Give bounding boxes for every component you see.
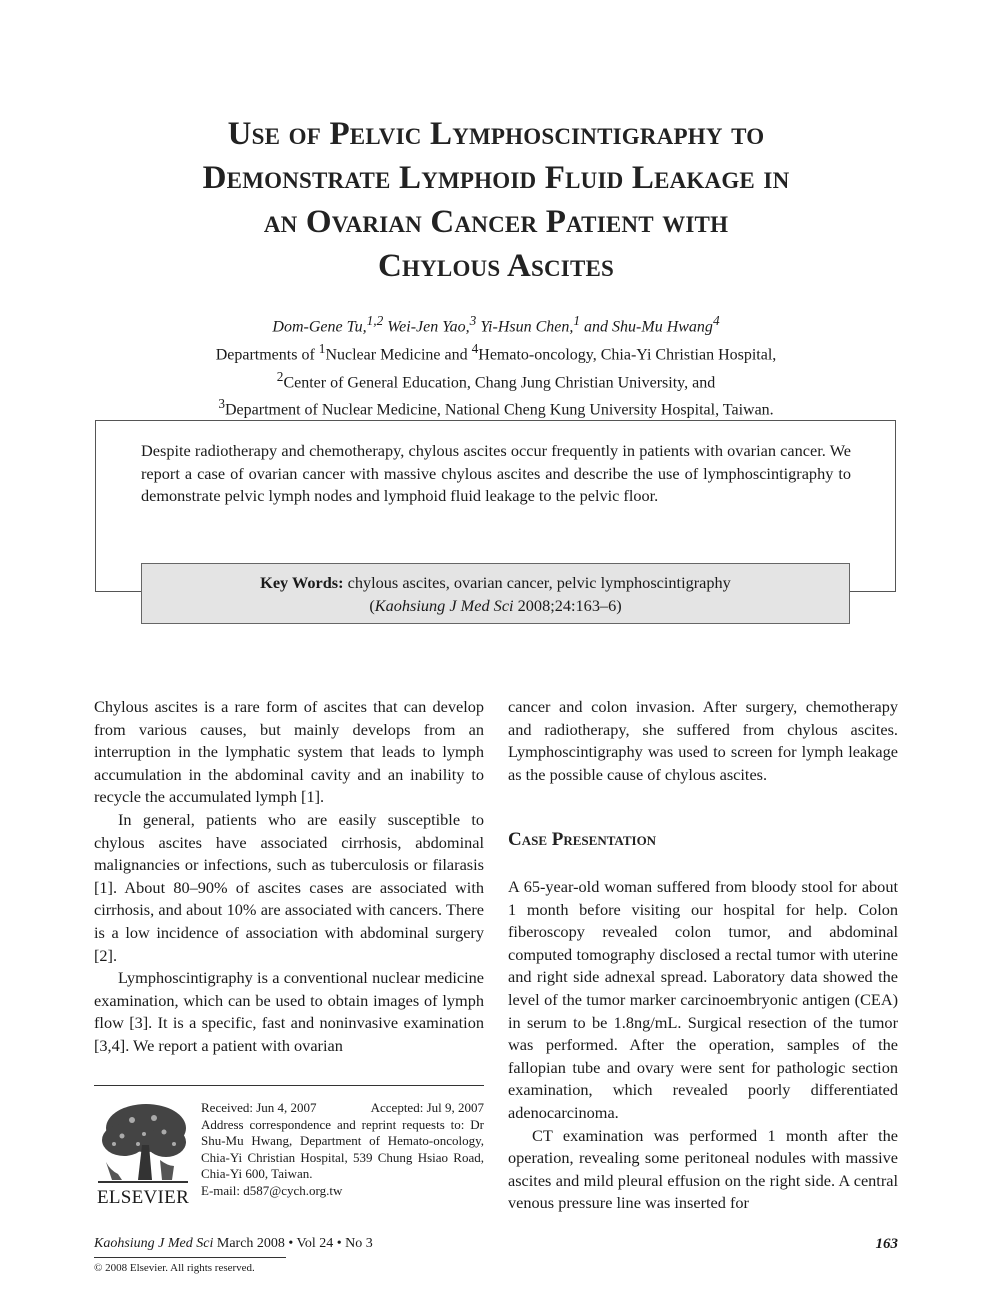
copyright-notice: © 2008 Elsevier. All rights reserved. — [94, 1262, 255, 1274]
paragraph: Lymphoscintigraphy is a conventional nuclear medicine examination, which can be used to obtain images of lymph flow [3]. It is a specific, fast and noninvasive examination [3,4]. We report a patient with ovarian — [94, 968, 484, 1055]
title-line: Chylous Ascites — [377, 248, 615, 284]
body-column-right — [508, 876, 898, 1215]
email-link[interactable]: E-mail: d587@cych.org.tw — [201, 1182, 343, 1198]
elsevier-wordmark: ELSEVIER — [96, 1187, 190, 1208]
keywords-text: chylous ascites, ovarian cancer, pelvic lymphoscintigraphy — [343, 573, 731, 592]
copyright-divider — [94, 1257, 286, 1258]
title-line: Demonstrate Lymphoid Fluid Leakage in — [202, 160, 790, 196]
title-line: Use of Pelvic Lymphoscintigraphy to — [227, 116, 765, 152]
accepted-date: Accepted: Jul 9, 2007 — [370, 1100, 484, 1115]
section-heading: Case Presentation — [508, 829, 657, 850]
citation-line: (Kaohsiung J Med Sci 2008;24:163–6) — [369, 595, 622, 615]
author-block — [100, 310, 892, 421]
article-title — [100, 112, 892, 288]
keywords-line — [142, 572, 849, 595]
body-column-left — [94, 696, 484, 1058]
article-notes — [201, 1100, 484, 1200]
dates-row — [201, 1100, 484, 1117]
received-date: Received: Jun 4, 2007 — [201, 1100, 317, 1115]
journal-issue: Kaohsiung J Med Sci March 2008 • Vol 24 • No 3 — [94, 1236, 373, 1251]
paragraph: A 65-year-old woman suffered from bloody stool for about 1 month before visiting our hospital for help. Colon fiberoscopy revealed colon tumor, and abdominal computed tomography disclosed a rectal tumor with uterine and right side adnexal spread. Laboratory data showed the level of the tumor marker carcinoembryonic antigen (CEA) in serum to be 1.8ng/mL. Surgical resection of the tumor was performed. After the operation, samples of the fallopian tube and ovary were sent for pathologic section examination, which revealed poorly differentiated adenocarcinoma. — [508, 877, 898, 1122]
page-footer — [94, 1236, 898, 1253]
paragraph: cancer and colon invasion. After surgery, chemotherapy and radiotherapy, she suffered from chylous ascites. Lymphoscintigraphy was used to screen for lymph leakage as the possible cause of chylous ascites. — [508, 697, 898, 784]
affiliation-line-1: Departments of $^1$Nuclear Medicine and $^4$Hemato-oncology, Chia-Yi Christian Hospital, — [215, 340, 777, 364]
keywords-label: Key Words: — [260, 573, 344, 592]
abstract-text: Despite radiotherapy and chemotherapy, chylous ascites occur frequently in patients with ovarian cancer. We report a case of ovarian cancer with massive chylous ascites and describe the use of lymphoscintigraphy to demonstrate pelvic lymph nodes and lymphoid fluid leakage to the pelvic floor. — [141, 441, 851, 505]
author-names: Dom-Gene Tu,$^{1,2}$ Wei-Jen Yao,$^3$ Yi-Hsun Chen,$^1$ and Shu-Mu Hwang$^4$ — [272, 313, 720, 336]
affiliation-line-2: $^2$Center of General Education, Chang Jung Christian University, and — [276, 368, 716, 391]
footnote-divider — [94, 1085, 484, 1086]
keywords-box — [141, 563, 850, 624]
page-number: 163 — [875, 1236, 898, 1252]
paragraph: Chylous ascites is a rare form of ascites that can develop from various causes, but mainly develops from an interruption in the lymphatic system that leads to lymph accumulation in the abdominal cavity and an inability to recycle the accumulated lymph [1]. — [94, 697, 484, 807]
affiliation-line-3: $^3$Department of Nuclear Medicine, National Cheng Kung University Hospital, Taiwan. — [218, 396, 774, 419]
body-column-right-top — [508, 696, 898, 786]
paragraph: In general, patients who are easily susceptible to chylous ascites have associated cirrhosis, abdominal malignancies or infections, such as tuberculosis or filarasis [1]. About 80–90% of ascites cases are associated with cirrhosis, and about 10% are associated with cancers. There is a low incidence of association with abdominal surgery [2]. — [94, 809, 484, 965]
title-line: an Ovarian Cancer Patient with — [263, 204, 729, 240]
elsevier-logo — [94, 1100, 192, 1210]
correspondence-address: Address correspondence and reprint requests to: Dr Shu-Mu Hwang, Department of Hemato-oncology, Chia-Yi Christian Hospital, 539 Chung Hsiao Road, Chia-Yi 600, Taiwan. — [201, 1116, 484, 1182]
paragraph: CT examination was performed 1 month after the operation, revealing some peritoneal nodules with massive ascites and mild pleural effusion on the right side. A central venous pressure line was inserted for — [508, 1125, 898, 1213]
